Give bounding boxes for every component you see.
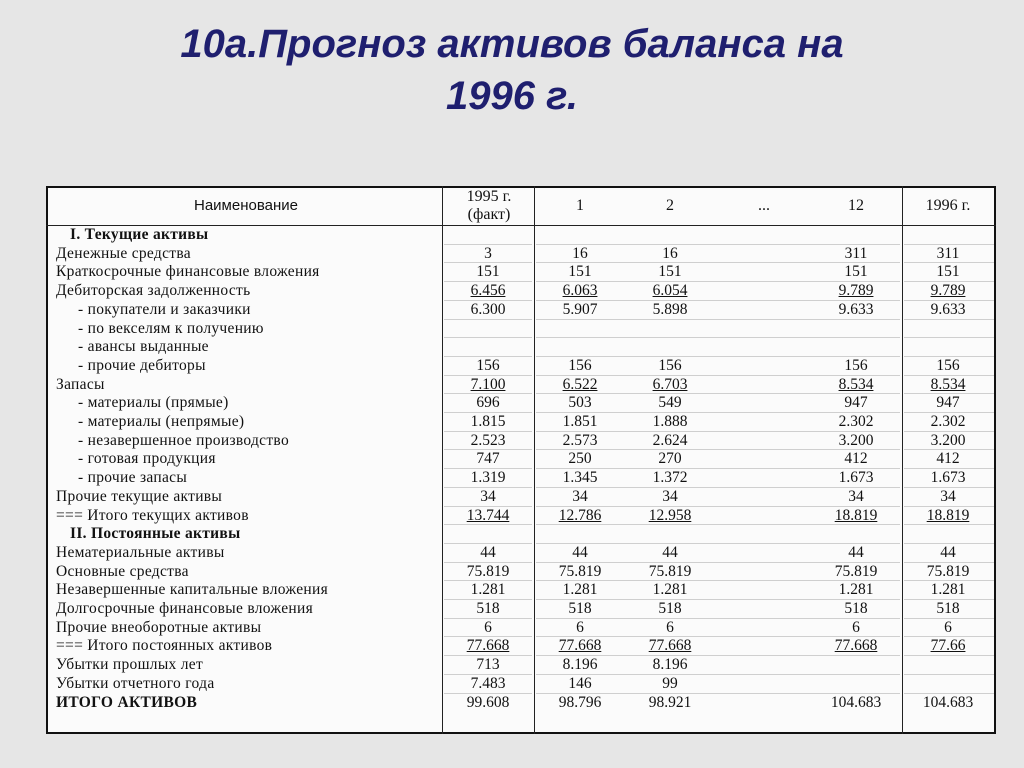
row-separator [444,580,532,581]
cell-c96: 18.819 [926,506,970,524]
cell-c12: 1.673 [838,469,874,487]
row-label: Незавершенные капитальные вложения [56,581,329,599]
cell-c1: 6.522 [562,375,598,393]
cell-c1: 77.668 [558,637,602,655]
row-separator [904,693,994,694]
cell-c2: 6.054 [652,282,688,300]
row-label: - по векселям к получению [78,319,264,337]
row-separator [444,319,532,320]
cell-c12: 9.789 [838,282,874,300]
row-label: Денежные средства [56,244,191,262]
cell-c1: 44 [572,543,588,561]
table-row [46,319,996,338]
cell-c2: 1.888 [652,413,688,430]
cell-c0: 77.668 [466,637,510,655]
table-row [46,281,996,300]
row-separator [444,431,532,432]
cell-c0: 156 [476,356,500,374]
row-label: II. Постоянные активы [70,525,241,543]
cell-c2: 99 [662,674,678,692]
row-separator [904,449,994,450]
row-separator [536,524,900,525]
header-1995-year: 1995 г. [466,188,512,205]
row-label: - материалы (непрямые) [78,413,245,430]
section-row [46,524,996,543]
table-row [46,356,996,375]
row-separator [536,300,900,301]
cell-c1: 1.281 [562,581,598,599]
cell-c1: 503 [568,394,592,412]
assets-forecast-table [46,186,996,734]
cell-c2: 77.668 [648,637,692,655]
row-separator [536,393,900,394]
row-separator [536,319,900,320]
cell-c96: 34 [940,487,956,505]
cell-c1: 518 [568,600,592,617]
row-separator [536,337,900,338]
row-label: Основные средства [56,562,189,580]
cell-c0: 75.819 [466,562,510,580]
row-separator [444,674,532,675]
cell-c1: 1.345 [562,469,598,487]
table-row [46,636,996,655]
cell-c96: 1.673 [930,469,966,487]
cell-c2: 12.958 [648,506,692,524]
row-separator [444,449,532,450]
row-separator [536,562,900,563]
row-separator [536,674,900,675]
row-separator [444,618,532,619]
cell-c12: 9.633 [838,300,874,318]
row-label: - прочие дебиторы [78,356,206,374]
row-separator [536,580,900,581]
table-row [46,562,996,581]
header-month-12: 12 [848,197,864,214]
row-separator [444,244,532,245]
cell-c12: 518 [844,600,868,617]
row-separator [444,562,532,563]
cell-c1: 6.063 [562,282,598,300]
row-separator [444,337,532,338]
cell-c0: 13.744 [466,506,510,524]
row-separator [904,674,994,675]
row-label: Запасы [56,375,105,393]
table-row [46,431,996,450]
cell-c0: 34 [480,487,496,505]
row-separator [536,449,900,450]
row-separator [444,412,532,413]
row-separator [444,506,532,507]
section-row [46,225,996,244]
row-label: - прочие запасы [78,469,188,487]
table-row [46,618,996,637]
row-separator [444,262,532,263]
table-row [46,468,996,487]
row-label: Нематериальные активы [56,543,225,561]
row-separator [444,524,532,525]
cell-c2: 8.196 [652,656,688,674]
row-separator [536,375,900,376]
cell-c96: 151 [936,263,960,281]
row-separator [536,244,900,245]
row-separator [904,487,994,488]
row-separator [904,468,994,469]
cell-c96: 9.633 [930,300,966,318]
cell-c2: 151 [658,263,682,281]
row-label: Долгосрочные финансовые вложения [56,600,314,617]
cell-c96: 44 [940,543,956,561]
cell-c12: 151 [844,263,868,281]
row-separator [904,356,994,357]
cell-c2: 6.703 [652,375,688,393]
row-label: I. Текущие активы [70,226,209,243]
row-separator [904,506,994,507]
cell-c2: 44 [662,543,678,561]
cell-c0: 3 [484,244,492,262]
cell-c0: 2.523 [470,431,506,449]
table-row [46,300,996,319]
cell-c96: 947 [936,394,960,412]
row-separator [904,655,994,656]
cell-c0: 747 [476,450,500,468]
cell-c2: 16 [662,244,678,262]
cell-c96: 412 [936,450,960,468]
row-separator [904,562,994,563]
cell-c96: 6 [944,618,952,636]
row-separator [536,599,900,600]
cell-c1: 75.819 [558,562,602,580]
cell-c2: 98.921 [648,693,692,711]
cell-c0: 44 [480,543,496,561]
row-separator [444,487,532,488]
cell-c12: 947 [844,394,868,412]
table-row [46,580,996,599]
table-row [46,449,996,468]
row-separator [536,506,900,507]
row-separator [904,337,994,338]
row-separator [536,487,900,488]
cell-c0: 151 [476,263,500,281]
cell-c2: 6 [666,618,674,636]
header-1995 [446,188,532,224]
table-row [46,262,996,281]
grand-total-row [46,693,996,712]
row-separator [536,468,900,469]
table-row [46,244,996,263]
header-1996: 1996 г. [925,197,971,214]
cell-c12: 311 [844,244,868,262]
row-separator [904,580,994,581]
table-row [46,337,996,356]
row-separator [904,412,994,413]
cell-c0: 518 [476,600,500,617]
cell-c12: 44 [848,543,864,561]
cell-c12: 104.683 [830,693,882,711]
row-label: Краткосрочные финансовые вложения [56,263,320,281]
cell-c12: 8.534 [838,375,874,393]
row-separator [904,431,994,432]
cell-c2: 34 [662,487,678,505]
row-label: - покупатели и заказчики [78,300,251,318]
header-1995-note: (факт) [467,206,511,223]
row-separator [536,618,900,619]
table-row [46,487,996,506]
row-separator [536,356,900,357]
row-separator [536,431,900,432]
cell-c1: 12.786 [558,506,602,524]
row-separator [444,468,532,469]
row-separator [536,636,900,637]
cell-c0: 696 [476,394,500,412]
row-label: === Итого постоянных активов [56,637,273,655]
cell-c96: 104.683 [922,693,974,711]
row-separator [536,262,900,263]
cell-c1: 1.851 [562,413,598,430]
cell-c96: 1.281 [930,581,966,599]
cell-c1: 98.796 [558,693,602,711]
row-label: Убытки отчетного года [56,674,215,692]
cell-c2: 1.372 [652,469,688,487]
row-label: Дебиторская задолженность [56,282,251,300]
cell-c2: 75.819 [648,562,692,580]
table-row [46,655,996,674]
cell-c96: 9.789 [930,282,966,300]
row-label: - материалы (прямые) [78,394,229,412]
row-label: ИТОГО АКТИВОВ [56,693,198,711]
row-separator [904,599,994,600]
row-separator [904,319,994,320]
cell-c12: 34 [848,487,864,505]
cell-c96: 8.534 [930,375,966,393]
cell-c2: 156 [658,356,682,374]
row-label: - авансы выданные [78,338,209,356]
cell-c96: 311 [936,244,960,262]
cell-c0: 7.100 [470,375,506,393]
cell-c0: 6 [484,618,492,636]
cell-c96: 518 [936,600,960,617]
cell-c12: 2.302 [838,413,874,430]
row-separator [444,543,532,544]
cell-c12: 412 [844,450,868,468]
row-separator [444,300,532,301]
header-name: Наименование [194,197,298,214]
cell-c0: 7.483 [470,674,506,692]
table-row [46,674,996,693]
cell-c2: 5.898 [652,300,688,318]
title-line-2: 1996 г. [445,74,579,118]
row-separator [904,262,994,263]
cell-c2: 518 [658,600,682,617]
row-label: Убытки прошлых лет [56,656,204,674]
table-row [46,543,996,562]
cell-c12: 3.200 [838,431,874,449]
row-separator [444,281,532,282]
cell-c1: 151 [568,263,592,281]
row-separator [444,356,532,357]
cell-c96: 3.200 [930,431,966,449]
cell-c1: 156 [568,356,592,374]
row-separator [536,655,900,656]
table-row [46,393,996,412]
cell-c1: 6 [576,618,584,636]
row-separator [904,300,994,301]
row-separator [904,636,994,637]
cell-c12: 1.281 [838,581,874,599]
slide-title [0,18,1024,122]
cell-c2: 270 [658,450,682,468]
header-month-2: 2 [666,197,674,214]
cell-c12: 156 [844,356,868,374]
cell-c0: 99.608 [466,693,510,711]
cell-c1: 146 [568,674,592,692]
row-separator [536,543,900,544]
cell-c12: 6 [852,618,860,636]
row-separator [904,618,994,619]
table-row [46,375,996,394]
cell-c0: 6.300 [470,300,506,318]
row-separator [904,543,994,544]
cell-c1: 5.907 [562,300,598,318]
row-separator [904,524,994,525]
cell-c12: 75.819 [834,562,878,580]
row-separator [904,393,994,394]
row-separator [536,693,900,694]
cell-c96: 77.66 [930,637,966,655]
cell-c1: 16 [572,244,588,262]
row-label: === Итого текущих активов [56,506,249,524]
cell-c12: 18.819 [834,506,878,524]
header-month-dots: ... [758,197,770,214]
cell-c0: 713 [476,656,500,674]
cell-c0: 1.281 [470,581,506,599]
row-separator [536,281,900,282]
header-month-1: 1 [576,197,584,214]
cell-c1: 2.573 [562,431,598,449]
table-row [46,412,996,431]
row-separator [904,244,994,245]
cell-c1: 250 [568,450,592,468]
row-separator [444,393,532,394]
row-separator [536,412,900,413]
cell-c12: 77.668 [834,637,878,655]
cell-c0: 6.456 [470,282,506,300]
cell-c96: 75.819 [926,562,970,580]
row-separator [444,693,532,694]
row-separator [904,375,994,376]
table-row [46,506,996,525]
row-separator [444,375,532,376]
cell-c2: 2.624 [652,431,688,449]
row-separator [444,655,532,656]
cell-c96: 156 [936,356,960,374]
cell-c1: 8.196 [562,656,598,674]
cell-c0: 1.319 [470,469,506,487]
cell-c0: 1.815 [470,413,506,430]
cell-c1: 34 [572,487,588,505]
row-label: - незавершенное производство [78,431,289,449]
row-separator [444,636,532,637]
row-label: - готовая продукция [78,450,216,468]
cell-c2: 549 [658,394,682,412]
table-row [46,599,996,618]
row-label: Прочие текущие активы [56,487,223,505]
row-label: Прочие внеоборотные активы [56,618,262,636]
cell-c96: 2.302 [930,413,966,430]
cell-c2: 1.281 [652,581,688,599]
title-line-1: 10а.Прогноз активов баланса на [180,22,844,66]
row-separator [904,281,994,282]
row-separator [444,599,532,600]
